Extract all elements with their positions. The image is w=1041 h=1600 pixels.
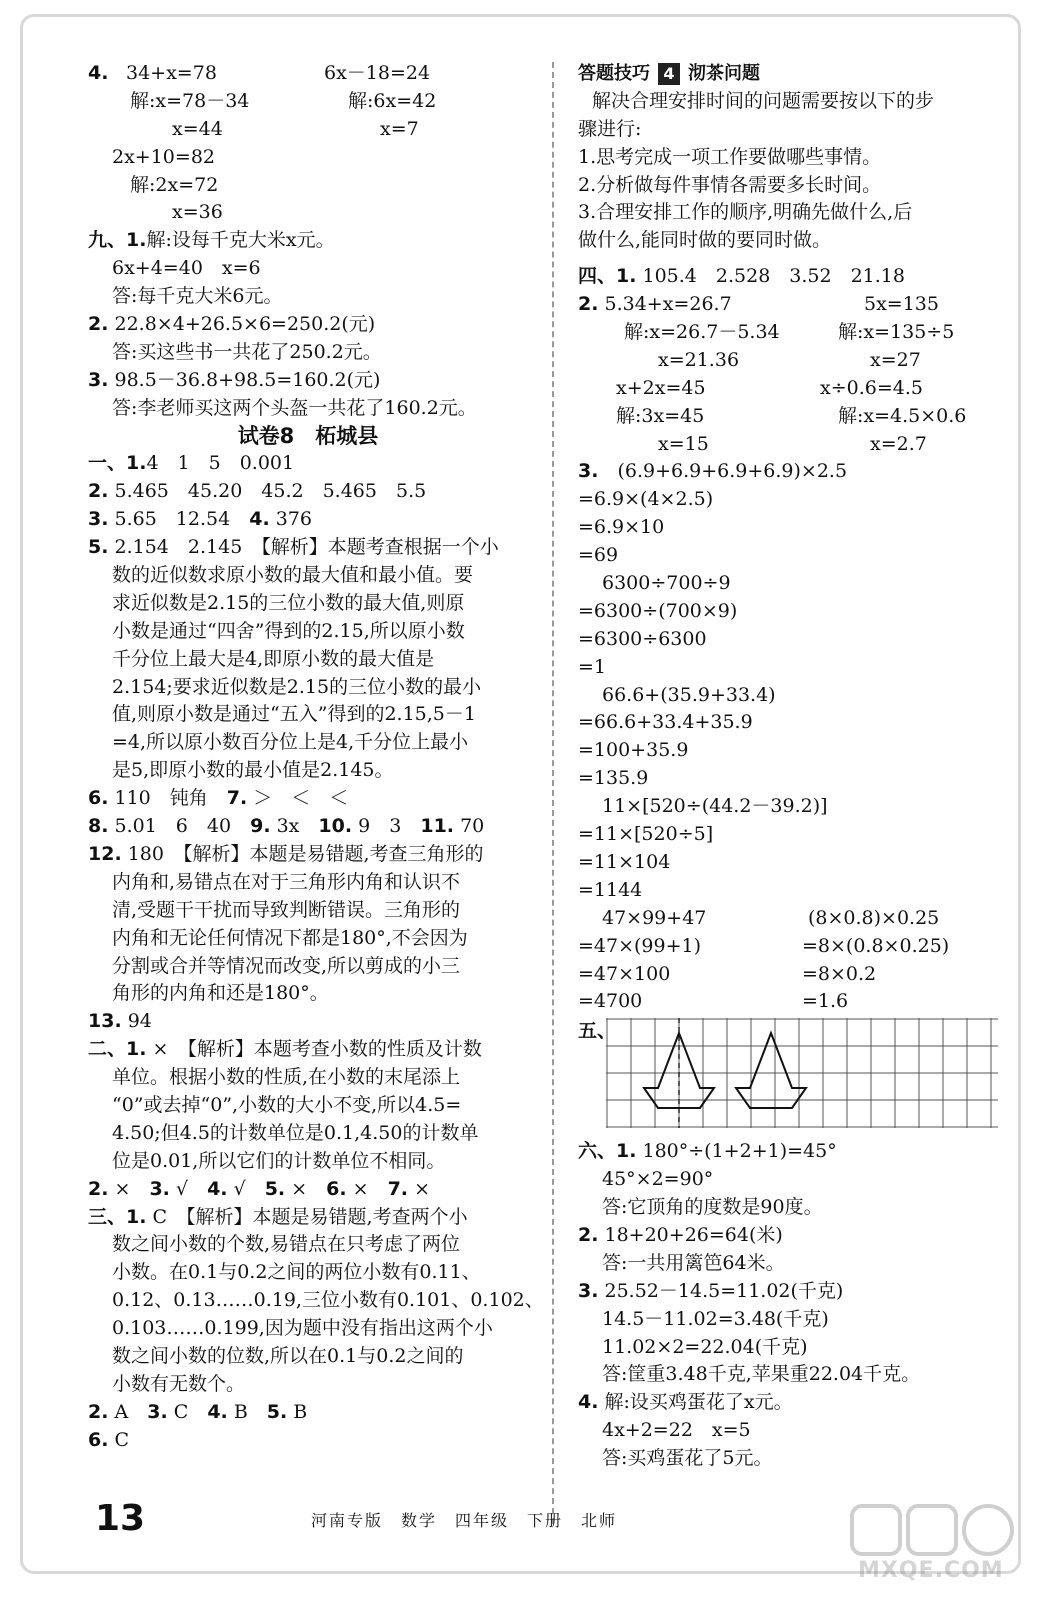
s1-l4-text: 376 <box>275 508 312 531</box>
grid-figure <box>606 1018 1000 1128</box>
s3-l6 <box>88 1427 528 1455</box>
s4-q2b-s1: 解:x=135÷5 <box>838 321 955 344</box>
calc1-line: =6.9×10 <box>578 516 665 539</box>
watermark-icon <box>848 1500 1018 1560</box>
s3-l3-text: C <box>173 1400 189 1423</box>
s6-q3-c: 11.02×2=22.04(千克) <box>602 1335 808 1358</box>
s5-head: 五、 <box>578 1020 617 1043</box>
s2-l1 <box>88 1036 528 1064</box>
calc2-line: =6300÷6300 <box>578 627 707 650</box>
s6-q3-num: 3. <box>578 1279 599 1302</box>
s1-l5-line: 求近似数是2.15的三位小数的最大值,则原 <box>112 591 465 614</box>
s2-l6-text: × <box>352 1177 369 1200</box>
s2-l1-text: × 【解析】本题考查小数的性质及计数 <box>152 1038 482 1061</box>
s1-l6 <box>88 785 528 813</box>
tip-line: 2.分析做每件事情各需要多长时间。 <box>578 173 882 196</box>
s6-q4 <box>578 1389 1018 1417</box>
s2-l3-num: 3. <box>149 1177 170 1200</box>
s1-l4-num: 4. <box>249 508 270 531</box>
s3-line: 0.12、0.13……0.19,三位小数有0.101、0.102、 <box>112 1289 544 1312</box>
s6-l2: 45°×2=90° <box>602 1168 714 1191</box>
s1-l11-text: 70 <box>460 815 485 838</box>
s2-l6-num: 6. <box>326 1177 347 1200</box>
s6-q3-text: 25.52－14.5=11.02(千克) <box>604 1279 844 1302</box>
s4-l1 <box>578 263 1018 291</box>
q4-eq1-step2: x=44 <box>172 117 223 140</box>
s4-q2-row4 <box>578 375 1018 403</box>
calc3-line: 66.6+(35.9+33.4) <box>602 683 776 706</box>
calc56-row4 <box>578 988 1018 1016</box>
q4-line-1 <box>88 60 528 88</box>
s1-l12-line: 内角和,易错点在对于三角形内角和认识不 <box>112 870 461 893</box>
tip-line: 3.合理安排工作的顺序,明确先做什么,后 <box>578 201 913 224</box>
s1-l9-num: 9. <box>250 815 271 838</box>
paper-title: 试卷8 柘城县 <box>237 423 379 448</box>
s1-l1-text: 4 1 5 0.001 <box>146 452 295 475</box>
s2-l5-text: × <box>291 1177 308 1200</box>
calc5-line: =47×100 <box>578 962 671 985</box>
s4-q2a-s1: 解:x=26.7－5.34 <box>624 321 780 344</box>
s9-q1-ans: 答:每千克大米6元。 <box>112 285 283 308</box>
s1-l5-text: 2.154 2.145 【解析】本题考查根据一个小 <box>114 536 499 559</box>
s1-l11-num: 11. <box>420 815 455 838</box>
s2-l2-text: × <box>114 1177 131 1200</box>
s4-q2-row5 <box>578 403 1018 431</box>
s4-q2-num: 2. <box>578 293 599 316</box>
right-column <box>578 60 1018 1473</box>
q4-line-3 <box>88 116 528 144</box>
footer-text: 河南专版 数学 四年级 下册 北师 <box>311 1511 618 1530</box>
s3-line: 数之间小数的位数,所以在0.1与0.2之间的 <box>112 1344 464 1367</box>
calc2-line: =1 <box>578 655 607 678</box>
q4-equation-3: 2x+10=82 <box>112 145 215 168</box>
s1-l13 <box>88 1008 528 1036</box>
s1-l2 <box>88 478 528 506</box>
calc56-row3 <box>578 961 1018 989</box>
calc4-line: =11×[520÷5] <box>578 823 714 846</box>
calc56-row1 <box>578 905 1018 933</box>
s3-l6-num: 6. <box>88 1428 109 1451</box>
s1-l3-num: 3. <box>88 508 109 531</box>
s2-l4-text: √ <box>233 1177 246 1200</box>
s1-l6-text: 110 钝角 <box>114 787 208 810</box>
s3-line: 小数有无数个。 <box>112 1372 246 1395</box>
s3-l4-num: 4. <box>207 1400 228 1423</box>
s3-line: 小数。在0.1与0.2之间的两位小数有0.11、 <box>112 1261 481 1284</box>
s1-l5-line: =4,所以原小数百分位上是4,千分位上最小 <box>112 731 469 754</box>
q4-eq3-step1: 解:2x=72 <box>130 173 219 196</box>
s9-q2 <box>88 311 528 339</box>
s2-line: “0”或去掉“0”,小数的大小不变,所以4.5= <box>112 1093 462 1116</box>
s6-q4-num: 4. <box>578 1391 599 1414</box>
s4-l1-text: 105.4 2.528 3.52 21.18 <box>642 265 905 288</box>
s3-l5-num: 5. <box>266 1400 288 1423</box>
s4-q3-num: 3. <box>578 460 599 483</box>
calc1-line: =6.9×(4×2.5) <box>578 488 714 511</box>
s1-l9-text: 3x <box>276 815 300 838</box>
s1-l12-line: 分割或合并等情况而改变,所以剪成的小三 <box>112 954 461 977</box>
s1-l8-num: 8. <box>88 815 109 838</box>
s6-q3 <box>578 1278 1018 1306</box>
q4-eq1-step1: 解:x=78－34 <box>130 89 250 112</box>
s9-q2-ans: 答:买这些书一共花了250.2元。 <box>112 340 382 363</box>
s2-l2 <box>88 1176 528 1204</box>
s2-line: 4.50;但4.5的计数单位是0.1,4.50的计数单 <box>112 1121 479 1144</box>
s9-q2-text: 22.8×4+26.5×6=250.2(元) <box>114 313 376 336</box>
s4-q3 <box>578 458 1018 486</box>
figure-right-shape <box>736 1033 806 1108</box>
s6-head: 六、1. <box>578 1140 637 1163</box>
page-number: 13 <box>95 1498 146 1539</box>
s1-l10-num: 10. <box>318 815 353 838</box>
s1-l5-line: 千分位上最大是4,即原小数的最大值是 <box>112 647 435 670</box>
s6-q4-eq: 4x+2=22 x=5 <box>602 1419 751 1442</box>
s4-q2-row1 <box>578 291 1018 319</box>
q4-number: 4. <box>88 62 109 84</box>
s2-head: 二、1. <box>88 1038 147 1061</box>
s6-q4-ans: 答:买鸡蛋花了5元。 <box>602 1447 773 1470</box>
calc6-line: =8×0.2 <box>802 962 877 985</box>
s3-l5-text: B <box>293 1400 308 1423</box>
s9-q2-num: 2. <box>88 313 109 336</box>
s1-l12-line: 内角和无论任何情况下都是180°,不会因为 <box>112 926 468 949</box>
s4-q2d: x÷0.6=4.5 <box>820 376 923 399</box>
s9-q1-text: 解:设每千克大米x元。 <box>146 229 335 252</box>
tip-line: 做什么,能同时做的要同时做。 <box>578 229 832 252</box>
watermark-logo <box>848 1500 1028 1590</box>
s6-q4-text: 解:设买鸡蛋花了x元。 <box>604 1391 793 1414</box>
s2-l4-num: 4. <box>207 1177 228 1200</box>
s1-l5 <box>88 534 528 562</box>
s9-q1 <box>88 227 528 255</box>
calc5-line: =4700 <box>578 990 643 1013</box>
s3-l3-num: 3. <box>147 1400 168 1423</box>
s5-grid-section <box>578 1016 1018 1138</box>
s1-l10-text: 9 3 <box>358 815 402 838</box>
q4-eq2-step2: x=7 <box>380 117 419 140</box>
calc4-line: =1144 <box>578 878 643 901</box>
calc6-line: =8×(0.8×0.25) <box>802 934 950 957</box>
calc3-line: =135.9 <box>578 767 649 790</box>
s1-l12-text: 180 【解析】本题是易错题,考查三角形的 <box>127 842 484 865</box>
calc2-line: 6300÷700÷9 <box>602 572 731 595</box>
s3-l2 <box>88 1399 528 1427</box>
s1-l5-line: 是5,即原小数的最小值是2.145。 <box>112 759 394 782</box>
s6-l1 <box>578 1138 1018 1166</box>
s6-l3: 答:它顶角的度数是90度。 <box>602 1196 823 1219</box>
s1-l12-line: 角形的内角和还是180°。 <box>112 982 329 1005</box>
s6-q2 <box>578 1222 1018 1250</box>
s1-l12-line: 清,受题干干扰而导致判断错误。三角形的 <box>112 898 461 921</box>
s3-l2-text: A <box>114 1400 129 1423</box>
calc1-line: =69 <box>578 544 619 567</box>
s3-line: 数之间小数的个数,易错点在只考虑了两位 <box>112 1233 461 1256</box>
s2-l7-text: × <box>414 1177 430 1200</box>
s6-q3-ans: 答:筐重3.48千克,苹果重22.04千克。 <box>602 1363 921 1386</box>
s3-l1-text: C 【解析】本题是易错题,考查两个小 <box>152 1205 468 1228</box>
calc3-line: =66.6+33.4+35.9 <box>578 711 753 734</box>
s9-q3-num: 3. <box>88 368 109 391</box>
tip-line: 1.思考完成一项工作要做哪些事情。 <box>578 145 882 168</box>
s4-q2a: 5.34+x=26.7 <box>604 293 732 316</box>
q4-eq2-step1: 解:6x=42 <box>348 89 437 112</box>
s2-line: 位是0.01,所以它们的计数单位不相同。 <box>112 1149 446 1172</box>
s6-q3-b: 14.5－11.02=3.48(千克) <box>602 1307 829 1330</box>
calc5-line: 47×99+47 <box>602 906 707 929</box>
left-column <box>88 60 544 1455</box>
s1-l12-num: 12. <box>88 842 122 865</box>
calc56-row2 <box>578 933 1018 961</box>
column-divider <box>552 62 554 1524</box>
calc4-line: =11×104 <box>578 850 671 873</box>
s1-l8-text: 5.01 6 40 <box>114 815 232 838</box>
calc3-line: =100+35.9 <box>578 739 689 762</box>
tip-line: 解决合理安排时间的问题需要按以下的步 <box>592 89 935 112</box>
s1-l5-line: 小数是通过“四舍”得到的2.15,所以原小数 <box>112 619 465 642</box>
s4-q2-row2 <box>578 319 1018 347</box>
s1-l8 <box>88 813 528 841</box>
s9-q1-eq: 6x+4=40 x=6 <box>112 257 261 280</box>
s1-l1 <box>88 450 528 478</box>
s3-l1 <box>88 1204 528 1232</box>
s4-q2b-s2: x=27 <box>870 348 921 371</box>
s2-l7-num: 7. <box>387 1177 409 1200</box>
s1-l6-num: 6. <box>88 787 109 810</box>
s1-l13-num: 13. <box>88 1010 122 1033</box>
s1-l7-num: 7. <box>226 787 248 810</box>
s1-l5-line: 值,则原小数是通过“五入”得到的2.15,5－1 <box>112 703 476 726</box>
q4-eq3-step2: x=36 <box>172 201 223 224</box>
s3-l2-num: 2. <box>88 1400 109 1423</box>
tip-header <box>578 60 1018 88</box>
s9-q3-ans: 答:李老师买这两个头盔一共花了160.2元。 <box>112 396 477 419</box>
s1-l2-num: 2. <box>88 480 109 503</box>
s1-l3 <box>88 506 528 534</box>
tip-line: 骤进行: <box>578 117 642 140</box>
q4-equation-1: 34+x=78 <box>126 62 217 84</box>
s1-l5-num: 5. <box>88 536 109 559</box>
tip-label: 答题技巧 <box>578 63 650 84</box>
s4-q2c-s2: x=15 <box>658 432 709 455</box>
s4-q2a-s2: x=21.36 <box>658 348 740 371</box>
tip-topic: 沏茶问题 <box>688 63 760 84</box>
s1-l12 <box>88 841 528 869</box>
s3-head: 三、1. <box>88 1205 147 1228</box>
s6-q2-text: 18+20+26=64(米) <box>604 1223 783 1246</box>
s9-q3 <box>88 367 528 395</box>
s4-q2-row3 <box>578 347 1018 375</box>
s4-head: 四、1. <box>578 265 637 288</box>
q4-equation-2: 6x－18=24 <box>324 62 431 84</box>
s4-q2d-s1: 解:x=4.5×0.6 <box>838 404 967 427</box>
s1-l5-line: 2.154;要求近似数是2.15的三位小数的最小 <box>112 675 482 698</box>
s2-l3-text: √ <box>175 1177 189 1200</box>
s1-l5-line: 数的近似数求原小数的最大值和最小值。要 <box>112 564 474 587</box>
q4-line-2 <box>88 88 528 116</box>
s1-l2-text: 5.465 45.20 45.2 5.465 5.5 <box>114 480 427 503</box>
s9-head: 九、1. <box>88 229 147 252</box>
calc2-line: =6300÷(700×9) <box>578 599 738 622</box>
s6-q2-num: 2. <box>578 1223 599 1246</box>
s4-q2d-s2: x=2.7 <box>870 432 927 455</box>
s1-head: 一、1. <box>88 452 147 475</box>
s4-q2b: 5x=135 <box>864 293 939 316</box>
calc4-line: 11×[520÷(44.2－39.2)] <box>602 795 828 818</box>
s2-l5-num: 5. <box>264 1177 286 1200</box>
s1-l3-text: 5.65 12.54 <box>114 508 231 531</box>
s1-l7-text: ＞ ＜ ＜ <box>253 787 349 810</box>
s1-l13-text: 94 <box>127 1010 152 1033</box>
calc6-line: =1.6 <box>802 990 849 1013</box>
s6-l1-text: 180°÷(1+2+1)=45° <box>642 1140 837 1163</box>
s2-l2-num: 2. <box>88 1177 109 1200</box>
s3-l4-text: B <box>233 1400 248 1423</box>
s2-line: 单位。根据小数的性质,在小数的末尾添上 <box>112 1066 461 1089</box>
calc6-line: (8×0.8)×0.25 <box>808 906 940 929</box>
s3-l6-text: C <box>114 1428 130 1451</box>
s3-line: 0.103……0.199,因为题中没有指出这两个小 <box>112 1317 493 1340</box>
s4-q2-row6 <box>578 431 1018 459</box>
grid-lines <box>606 1018 998 1128</box>
watermark-text: MXQE.COM <box>858 1558 1004 1583</box>
tip-number-badge: 4 <box>658 63 680 85</box>
s6-q2-ans: 答:一共用篱笆64米。 <box>602 1251 785 1274</box>
s4-q2c-s1: 解:3x=45 <box>616 404 705 427</box>
calc1-line: (6.9+6.9+6.9+6.9)×2.5 <box>617 460 848 483</box>
s4-q2c: x+2x=45 <box>616 376 706 399</box>
s9-q3-text: 98.5－36.8+98.5=160.2(元) <box>114 368 381 391</box>
calc5-line: =47×(99+1) <box>578 934 702 957</box>
